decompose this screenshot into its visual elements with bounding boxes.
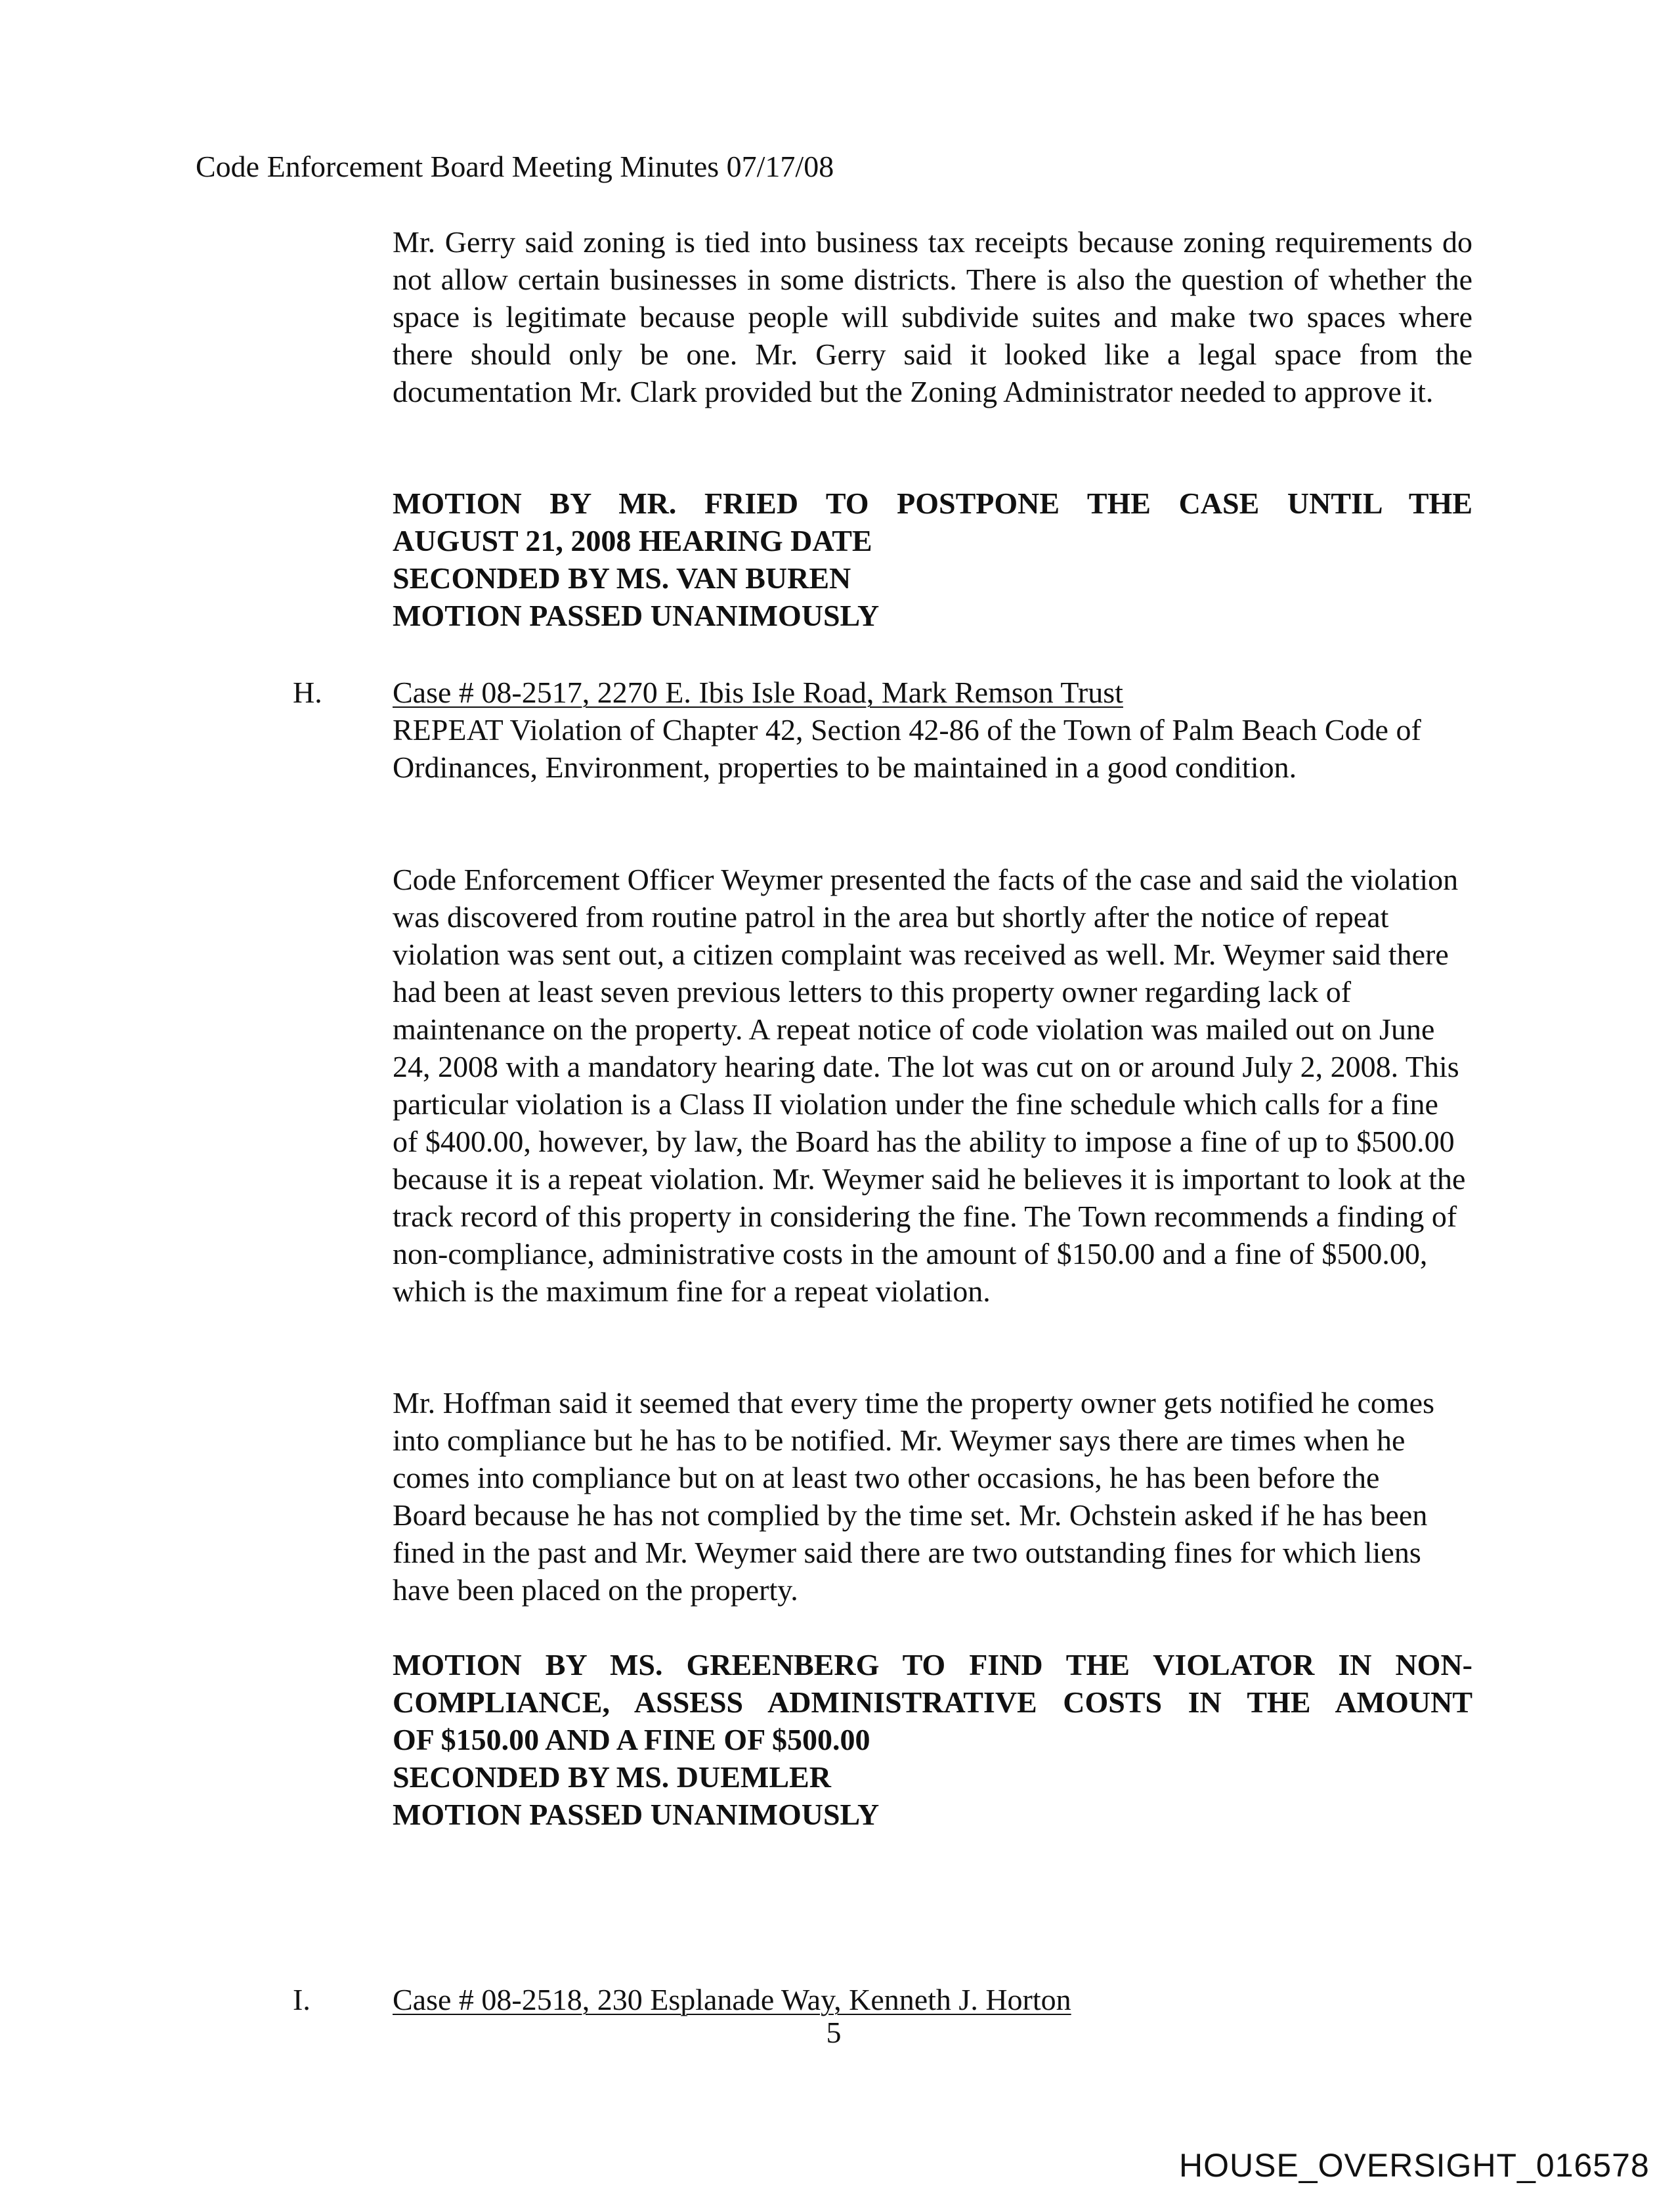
intro-paragraph: Mr. Gerry said zoning is tied into business tax receipts because zoning requirements do not allow certain businesses in some districts. There is also the question of whether the space is legitimate because people will subdivide suites and make two spaces where there should only be one. Mr. Gerry said it looked like a legal space from the documentation Mr. Clark provided but the Zoning Administrator needed to approve it. [393,225,1472,408]
motion-line: COMPLIANCE, ASSESS ADMINISTRATIVE COSTS IN THE AMOUNT [393,1685,1472,1719]
case-i-letter: I. [293,1983,311,2016]
case-i-title: Case # 08-2518, 230 Esplanade Way, Kenneth J. Horton [393,1983,1071,2016]
case-h-paragraph-facts: Code Enforcement Officer Weymer presented the facts of the case and said the violation was discovered from routine patrol in the area but shortly after the notice of repeat violation was sent out, a citizen complaint was received as well. Mr. Weymer said there had been at least seven previous letters to this property owner regarding lack of maintenance on the property. A repeat notice of code violation was mailed out on June 24, 2008 with a mandatory hearing date. The lot was cut on or around July 2, 2008. This particular violation is a Class II violation under the fine schedule which calls for a fine of $400.00, however, by law, the Board has the ability to impose a fine of up to $500.00 because it is a repeat violation. Mr. Weymer said he believes it is important to look at the track record of this property in considering the fine. The Town recommends a finding of non-compliance, administrative costs in the amount of $150.00 and a fine of $500.00, which is the maximum fine for a repeat violation. [393,863,1466,1308]
page-header-title: Code Enforcement Board Meeting Minutes 07/17/08 [196,150,834,183]
motion-seconded: SECONDED BY MS. DUEMLER [393,1760,831,1794]
case-h-letter: H. [293,676,322,709]
motion-greenberg-block [393,1646,1472,1833]
motion-line: MOTION BY MS. GREENBERG TO FIND THE VIOLATOR IN NON- [393,1648,1472,1681]
motion-line: MOTION BY MR. FRIED TO POSTPONE THE CASE UNTIL THE [393,487,1472,520]
page-number: 5 [826,2016,842,2049]
bates-stamp: HOUSE_OVERSIGHT_016578 [1179,2147,1650,2184]
case-h-paragraph-discussion: Mr. Hoffman said it seemed that every time the property owner gets notified he comes into compliance but he has to be notified. Mr. Weymer says there are times when he comes into compliance but on at least two other occasions, he has been before the Board because he has not complied by the time set. Mr. Ochstein asked if he has been fined in the past and Mr. Weymer said there are two outstanding fines for which liens have been placed on the property. [393,1386,1434,1607]
motion-result: MOTION PASSED UNANIMOUSLY [393,599,880,632]
motion-seconded: SECONDED BY MS. VAN BUREN [393,561,851,595]
motion-postpone-block [393,485,1472,634]
case-h-title: Case # 08-2517, 2270 E. Ibis Isle Road, Mark Remson Trust [393,676,1123,709]
motion-line: OF $150.00 AND A FINE OF $500.00 [393,1723,870,1756]
motion-line: AUGUST 21, 2008 HEARING DATE [393,524,872,557]
motion-result: MOTION PASSED UNANIMOUSLY [393,1798,880,1831]
case-h-violation: REPEAT Violation of Chapter 42, Section 42-86 of the Town of Palm Beach Code of Ordinances, Environment, properties to be maintained in a good condition. [393,713,1421,784]
